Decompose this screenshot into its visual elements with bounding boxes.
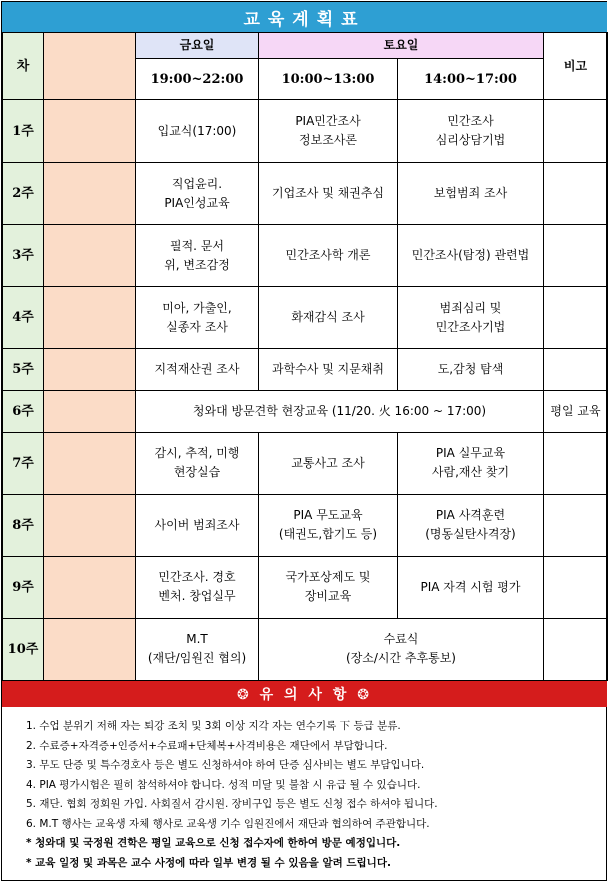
friday-cell: 감시, 추적, 미행 현장실습 <box>136 432 259 494</box>
friday-cell: 입교식(17:00) <box>136 100 259 163</box>
note-item: 1. 수업 분위기 저해 자는 퇴강 조치 및 3회 이상 지각 자는 연수기록 下 등급 분류. <box>26 720 401 732</box>
blank-cell <box>44 556 136 618</box>
saturday-am-cell: PIA민간조사 정보조사론 <box>259 100 398 163</box>
saturday-am-cell: 화재감식 조사 <box>259 287 398 349</box>
friday-cell: 직업윤리. PIA인성교육 <box>136 163 259 225</box>
table-row <box>3 494 608 556</box>
note-item: 3. 무도 단증 및 특수경호사 등은 별도 신청하셔야 하여 단증 심사비는 별도 부담입니다. <box>26 759 425 771</box>
saturday-am-cell: 기업조사 및 채권추심 <box>259 163 398 225</box>
note-item-bold: * 청와대 및 국정원 견학은 평일 교육으로 신청 접수자에 한하여 방문 예정입니다. <box>26 837 401 849</box>
note-cell <box>544 100 608 163</box>
note-item: 6. M.T 행사는 교육생 자체 행사로 교육생 기수 임원진에서 재단과 협의하여 주관합니다. <box>26 817 430 830</box>
blank-cell <box>44 163 136 225</box>
saturday-pm-cell: 보험범죄 조사 <box>398 163 544 225</box>
blank-cell <box>44 225 136 287</box>
week-label: 6주 <box>3 390 44 432</box>
blank-cell <box>44 618 136 680</box>
note-cell <box>544 494 608 556</box>
saturday-pm-cell: 범죄심리 및 민간조사기법 <box>398 287 544 349</box>
table-row <box>3 287 608 349</box>
week-label: 3주 <box>3 225 44 287</box>
saturday-pm-cell: 민간조사 심리상담기법 <box>398 100 544 163</box>
saturday-pm-cell: 민간조사(탐정) 관련법 <box>398 225 544 287</box>
note-cell <box>544 432 608 494</box>
saturday-pm-cell: 도,감청 탐색 <box>398 349 544 390</box>
blank-cell <box>44 390 136 432</box>
header-week: 차 <box>3 33 44 100</box>
header-time-saturday-am: 10:00~13:00 <box>259 59 398 100</box>
week-label: 5주 <box>3 349 44 390</box>
header-time-friday: 19:00~22:00 <box>136 59 259 100</box>
saturday-pm-cell: PIA 사격훈련 (명동실탄사격장) <box>398 494 544 556</box>
friday-cell: 미아, 가출인, 실종자 조사 <box>136 287 259 349</box>
friday-cell: 민간조사. 경호 벤처. 창업실무 <box>136 556 259 618</box>
week-label: 7주 <box>3 432 44 494</box>
saturday-am-cell: 과학수사 및 지문채취 <box>259 349 398 390</box>
event-cell: 청와대 방문견학 현장교육 (11/20. 火 16:00 ~ 17:00) <box>136 390 544 432</box>
saturday-am-cell: 민간조사학 개론 <box>259 225 398 287</box>
note-item-bold: * 교육 일정 및 과목은 교수 사정에 따라 일부 변경 될 수 있음을 알려 드립니다. <box>26 856 391 869</box>
note-cell <box>544 556 608 618</box>
saturday-am-cell: PIA 무도교육 (태권도,합기도 등) <box>259 494 398 556</box>
week-label: 8주 <box>3 494 44 556</box>
note-item: 2. 수료증+자격증+인증서+수료패+단체복+사격비용은 재단에서 부담합니다. <box>26 739 388 752</box>
saturday-am-cell: 교통사고 조사 <box>259 432 398 494</box>
table-row <box>3 390 608 432</box>
note-cell <box>544 225 608 287</box>
saturday-pm-cell: PIA 실무교육 사람,재산 찾기 <box>398 432 544 494</box>
table-row <box>3 556 608 618</box>
note-item: 5. 재단. 협회 정회원 가입. 사회질서 감시원. 장비구입 등은 별도 신청 접수 하셔야 됩니다. <box>26 798 438 810</box>
schedule-table <box>2 32 608 681</box>
friday-cell: 사이버 범죄조사 <box>136 494 259 556</box>
note-cell: 평일 교육 <box>544 390 608 432</box>
table-row <box>3 100 608 163</box>
header-saturday: 토요일 <box>259 33 544 59</box>
saturday-pm-cell: PIA 자격 시험 평가 <box>398 556 544 618</box>
blank-cell <box>44 100 136 163</box>
saturday-span-cell: 수료식 (장소/시간 추후통보) <box>259 618 544 680</box>
table-row <box>3 225 608 287</box>
blank-cell <box>44 432 136 494</box>
friday-cell: 지적재산권 조사 <box>136 349 259 390</box>
blank-cell <box>44 494 136 556</box>
header-time-saturday-pm: 14:00~17:00 <box>398 59 544 100</box>
table-row <box>3 618 608 680</box>
week-label: 9주 <box>3 556 44 618</box>
header-blank <box>44 33 136 100</box>
note-cell <box>544 618 608 680</box>
notes-title: ❂ 유 의 사 항 ❂ <box>2 681 607 707</box>
header-note: 비고 <box>544 33 608 100</box>
table-row <box>3 432 608 494</box>
week-label: 2주 <box>3 163 44 225</box>
blank-cell <box>44 349 136 390</box>
page-title: 교육계획표 <box>2 2 607 32</box>
header-friday: 금요일 <box>136 33 259 59</box>
week-label: 1주 <box>3 100 44 163</box>
notes-list <box>26 717 601 873</box>
friday-cell: M.T (재단/임원진 협의) <box>136 618 259 680</box>
note-cell <box>544 349 608 390</box>
blank-cell <box>44 287 136 349</box>
table-row <box>3 163 608 225</box>
note-item: 4. PIA 평가시험은 필히 참석하셔야 합니다. 성적 미달 및 불참 시 유급 될 수 있습니다. <box>26 778 421 791</box>
note-cell <box>544 163 608 225</box>
week-label: 10주 <box>3 618 44 680</box>
note-cell <box>544 287 608 349</box>
table-row <box>3 349 608 390</box>
week-label: 4주 <box>3 287 44 349</box>
friday-cell: 필적. 문서 위, 변조감정 <box>136 225 259 287</box>
saturday-am-cell: 국가포상제도 및 장비교육 <box>259 556 398 618</box>
